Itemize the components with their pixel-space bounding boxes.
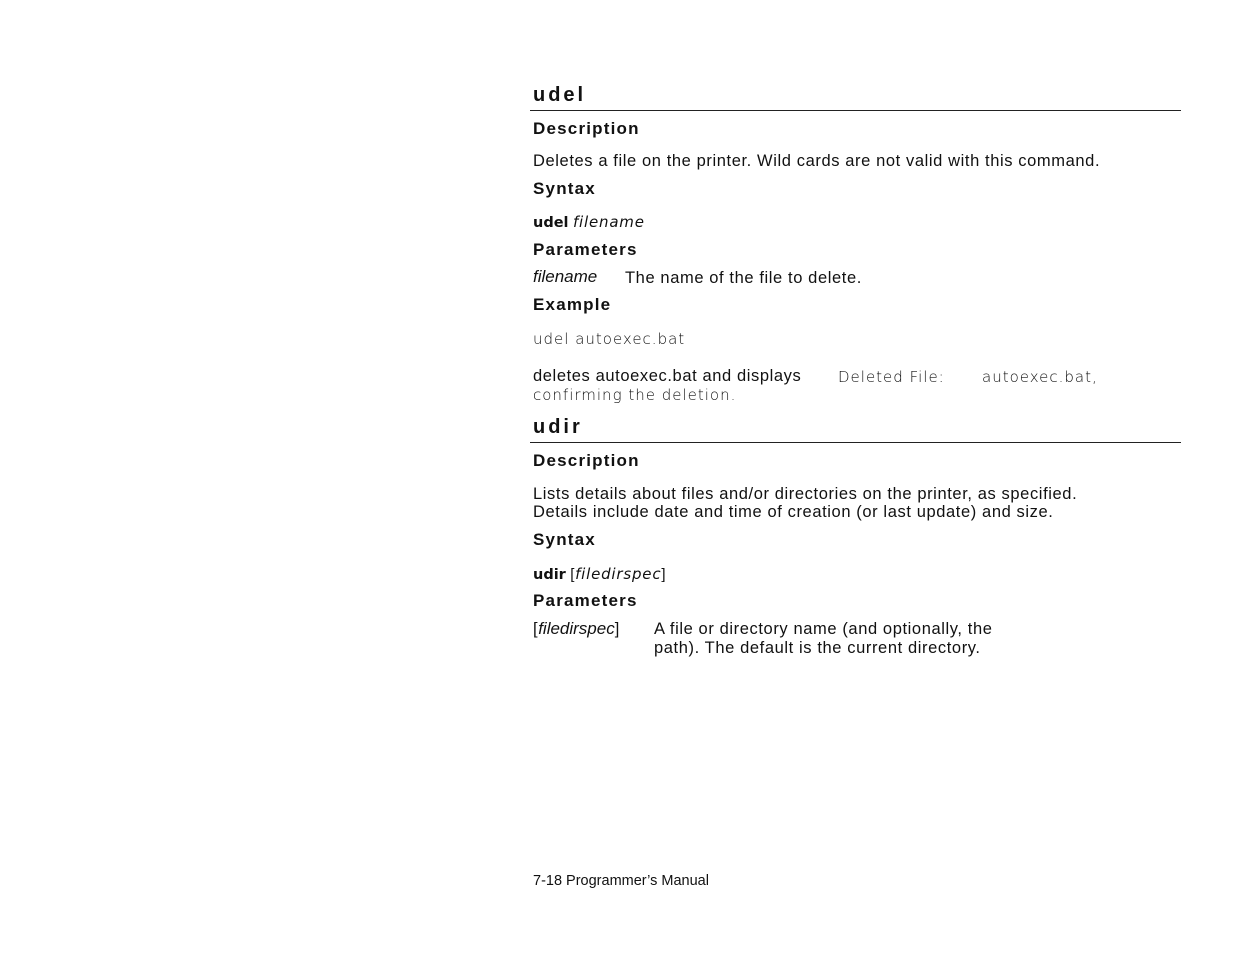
udel-syntax-heading: Syntax bbox=[533, 179, 596, 198]
udel-parameters-heading: Parameters bbox=[533, 240, 638, 259]
udir-param-close-bracket: ] bbox=[614, 620, 620, 638]
udel-title: udel bbox=[533, 84, 587, 106]
udir-description-line2: Details include date and time of creation (or last update) and size. bbox=[533, 503, 1054, 521]
udel-syntax bbox=[533, 213, 645, 232]
udel-description-heading: Description bbox=[533, 119, 640, 138]
udir-syntax-close-bracket: ] bbox=[661, 566, 667, 583]
page-footer: 7-18 Programmer’s Manual bbox=[533, 873, 709, 889]
udel-title-rule bbox=[530, 110, 1181, 111]
udel-example-result-text: deletes autoexec.bat and displays bbox=[533, 367, 802, 385]
udir-syntax-heading: Syntax bbox=[533, 530, 596, 549]
udir-syntax-command: udir bbox=[533, 567, 566, 583]
udel-example-result-message: Deleted File: bbox=[838, 368, 945, 386]
udir-syntax-argument: filedirspec bbox=[575, 565, 662, 583]
udir-description-line1: Lists details about files and/or directories on the printer, as specified. bbox=[533, 485, 1078, 503]
udir-syntax bbox=[533, 565, 666, 584]
udel-example-result-filename: autoexec.bat, bbox=[982, 368, 1098, 386]
udir-param-name: filedirspec bbox=[538, 619, 615, 638]
udel-syntax-command: udel bbox=[533, 215, 569, 231]
udel-example-code: udel autoexec.bat bbox=[533, 330, 686, 348]
udir-title: udir bbox=[533, 416, 583, 438]
udel-param-name: filename bbox=[533, 267, 598, 286]
udir-title-rule bbox=[530, 442, 1181, 443]
udir-parameters-heading: Parameters bbox=[533, 591, 638, 610]
udir-param-description-line2: path). The default is the current directory. bbox=[654, 639, 981, 657]
udir-syntax-open-bracket: [ bbox=[570, 566, 576, 583]
udir-description-heading: Description bbox=[533, 451, 640, 470]
udir-param-label bbox=[533, 619, 620, 639]
udel-example-heading: Example bbox=[533, 295, 612, 314]
udel-param-description: The name of the file to delete. bbox=[625, 269, 862, 287]
udel-syntax-argument: filename bbox=[572, 213, 645, 231]
udel-example-result-line2: confirming the deletion. bbox=[533, 386, 737, 404]
udel-description: Deletes a file on the printer. Wild cards are not valid with this command. bbox=[533, 152, 1101, 170]
udir-param-open-bracket: [ bbox=[533, 620, 539, 638]
udir-param-description-line1: A file or directory name (and optionally, the bbox=[654, 620, 993, 638]
